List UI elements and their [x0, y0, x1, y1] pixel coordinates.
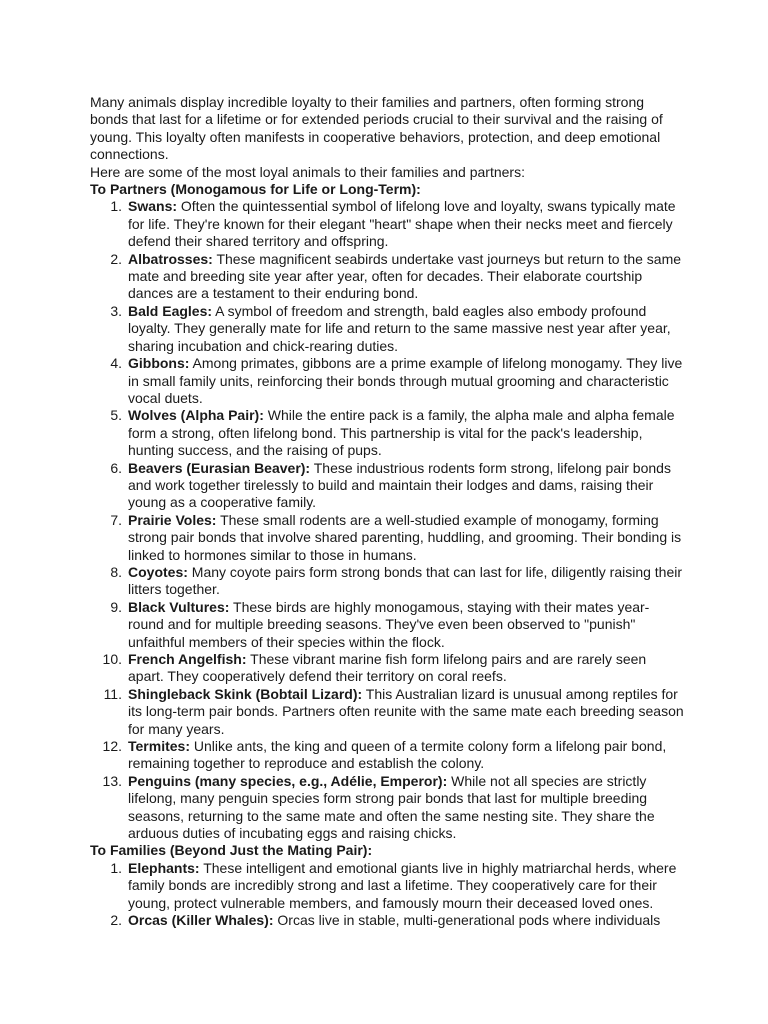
item-term: Gibbons: [128, 355, 190, 372]
partners-heading: To Partners (Monogamous for Life or Long-Term): [90, 181, 421, 198]
intro-paragraph: Many animals display incredible loyalty to their families and partners, often forming strong bonds that last for a lifetime or for extended periods crucial to their survival and the raising of young. This loyalty often manifests in cooperative behaviors, protection, and deep emotional connections. [90, 94, 663, 163]
item-term: Wolves (Alpha Pair): [128, 407, 264, 424]
item-text: Many coyote pairs form strong bonds that can last for life, diligently raising their litters together. [128, 563, 683, 598]
item-text: While not all species are strictly lifelong, many penguin species form strong pair bonds that last for multiple breeding seasons, returning to the same mate and often the same nesting site. They share the arduous duties of incubating eggs and raising chicks. [128, 772, 655, 842]
list-item: 3. Bald Eagles: A symbol of freedom and strength, bald eagles also embody profound loyalty. They generally mate for life and return to the same massive nest year after year, sharing incubation and chick-rearing duties. [110, 302, 671, 354]
item-term: Termites: [128, 738, 190, 755]
list-item: 7. Prairie Voles: These small rodents are a well-studied example of monogamy, forming strong pair bonds that involve shared parenting, huddling, and grooming. Their bonding is linked to hormones similar to those in humans. [110, 511, 682, 563]
item-text: This Australian lizard is unusual among reptiles for its long-term pair bonds. Partners often reunite with the same mate each breeding season for many years. [128, 685, 684, 737]
item-term: Black Vultures: [128, 598, 230, 615]
list-item: 2. Orcas (Killer Whales): Orcas live in stable, multi-generational pods where individuals [110, 912, 661, 929]
item-text: Among primates, gibbons are a prime example of lifelong monogamy. They live in small family units, reinforcing their bonds through mutual grooming and characteristic vocal duets. [128, 355, 683, 406]
item-text: While the entire pack is a family, the alpha male and alpha female form a strong, often lifelong bond. This partnership is vital for the pack's leadership, hunting success, and the raising of pups. [128, 407, 675, 459]
item-text: These birds are highly monogamous, staying with their mates year-round and for multiple breeding seasons. They've even been observed to "punish" unfaithful members of their species within the flock. [128, 598, 650, 650]
list-item: 13. Penguins (many species, e.g., Adélie, Emperor): While not all species are strictly lifelong, many penguin species form strong pair bonds that last for multiple breeding seasons, returning to the same mate and often the same nesting site. They share the arduous duties of incubating eggs and raising chicks. [102, 772, 655, 842]
item-term: Penguins (many species, e.g., Adélie, Emperor): [128, 772, 448, 789]
item-text: These small rodents are a well-studied example of monogamy, forming strong pair bonds that involve shared parenting, huddling, and grooming. Their bonding is linked to hormones similar to those in humans. [128, 511, 682, 563]
list-item: 4. Gibbons: Among primates, gibbons are a prime example of lifelong monogamy. They live in small family units, reinforcing their bonds through mutual grooming and characteristic vocal duets. [110, 355, 683, 406]
item-text: Orcas live in stable, multi-generational pods where individuals [273, 912, 661, 929]
item-term: Swans: [128, 198, 178, 215]
list-item: 1. Swans: Often the quintessential symbol of lifelong love and loyalty, swans typically mate for life. They're known for their elegant "heart" shape when their necks meet and fiercely defend their shared territory and offspring. [110, 198, 676, 250]
item-text: These industrious rodents form strong, lifelong pair bonds and work together tirelessly to build and maintain their lodges and dams, raising their young as a cooperative family. [128, 459, 671, 511]
item-term: Prairie Voles: [128, 511, 217, 528]
list-item: 8. Coyotes: Many coyote pairs form strong bonds that can last for life, diligently raising their litters together. [110, 563, 683, 598]
families-list [90, 860, 685, 930]
item-term: Coyotes: [128, 563, 188, 580]
list-item: 10. French Angelfish: These vibrant marine fish form lifelong pairs and are rarely seen apart. They cooperatively defend their territory on coral reefs. [102, 651, 647, 685]
item-term: Beavers (Eurasian Beaver): [128, 459, 311, 476]
list-item: 5. Wolves (Alpha Pair): While the entire pack is a family, the alpha male and alpha female form a strong, often lifelong bond. This partnership is vital for the pack's leadership, hunting success, and the raising of pups. [110, 407, 675, 459]
item-term: Shingleback Skink (Bobtail Lizard): [128, 685, 363, 702]
list-item: 6. Beavers (Eurasian Beaver): These industrious rodents form strong, lifelong pair bonds and work together tirelessly to build and maintain their lodges and dams, raising their young as a cooperative family. [110, 459, 671, 511]
lead-in-paragraph: Here are some of the most loyal animals to their families and partners: [90, 163, 525, 180]
list-item: 9. Black Vultures: These birds are highly monogamous, staying with their mates year-round and for multiple breeding seasons. They've even been observed to "punish" unfaithful members of their species within the flock. [110, 598, 650, 650]
item-term: Albatrosses: [128, 250, 213, 267]
document-page [90, 94, 685, 930]
item-text: These vibrant marine fish form lifelong pairs and are rarely seen apart. They cooperatively defend their territory on coral reefs. [128, 651, 647, 685]
list-item: 12. Termites: Unlike ants, the king and queen of a termite colony form a lifelong pair bond, remaining together to reproduce and establish the colony. [102, 738, 667, 772]
list-item: 11. Shingleback Skink (Bobtail Lizard): This Australian lizard is unusual among reptiles for its long-term pair bonds. Partners often reunite with the same mate each breeding season for many years. [103, 685, 684, 737]
item-text: These magnificent seabirds undertake vast journeys but return to the same mate and breeding site year after year, often for decades. Their elaborate courtship dances are a testament to their enduring bond. [128, 250, 682, 302]
item-term: Bald Eagles: [128, 302, 213, 319]
item-text: Unlike ants, the king and queen of a termite colony form a lifelong pair bond, remaining together to reproduce and establish the colony. [128, 738, 667, 772]
item-text: These intelligent and emotional giants live in highly matriarchal herds, where family bonds are incredibly strong and last a lifetime. They cooperatively care for their young, protect vulnerable members, and famously mourn their deceased loved ones. [128, 859, 677, 911]
item-term: Elephants: [128, 859, 200, 876]
families-heading: To Families (Beyond Just the Mating Pair): [90, 842, 373, 859]
list-item: 2. Albatrosses: These magnificent seabirds undertake vast journeys but return to the same mate and breeding site year after year, often for decades. Their elaborate courtship dances are a testament to their enduring bond. [110, 250, 682, 302]
partners-list [90, 198, 685, 842]
item-text: Often the quintessential symbol of lifelong love and loyalty, swans typically mate for life. They're known for their elegant "heart" shape when their necks meet and fiercely defend their shared territory and offspring. [128, 198, 676, 250]
item-term: French Angelfish: [128, 651, 247, 667]
item-term: Orcas (Killer Whales): [128, 912, 274, 929]
list-item: 1. Elephants: These intelligent and emotional giants live in highly matriarchal herds, where family bonds are incredibly strong and last a lifetime. They cooperatively care for their young, protect vulnerable members, and famously mourn their deceased loved ones. [110, 859, 677, 911]
item-text: A symbol of freedom and strength, bald eagles also embody profound loyalty. They generally mate for life and return to the same massive nest year after year, sharing incubation and chick-rearing duties. [128, 302, 671, 354]
